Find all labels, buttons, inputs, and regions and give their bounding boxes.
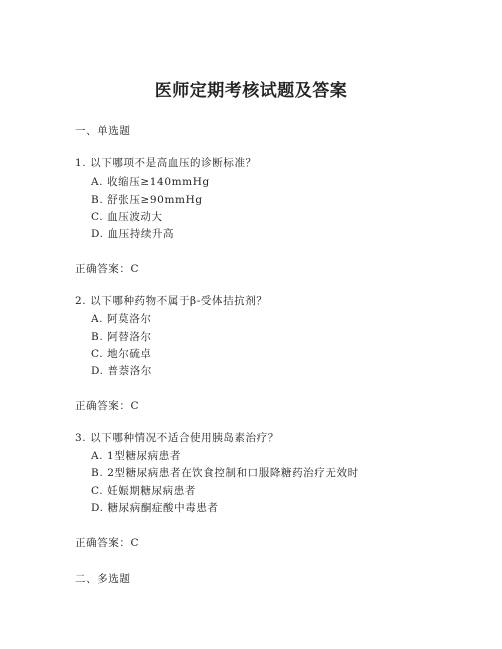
- question-1-option-c: C. 血压波动大: [91, 211, 163, 223]
- question-3-option-d: D. 糖尿病酮症酸中毒患者: [91, 502, 219, 514]
- question-2-answer: 正确答案：C: [75, 400, 140, 412]
- question-3-stem: 3. 以下哪种情况不适合使用胰岛素治疗？: [75, 432, 279, 444]
- document-title: 医师定期考核试题及答案: [154, 81, 348, 101]
- question-1-option-a: A. 收缩压≥140mmHg: [91, 176, 210, 188]
- question-3-option-c: C. 妊娠期糖尿病患者: [91, 485, 196, 497]
- section-heading-single-choice: 一、单选题: [75, 125, 131, 137]
- question-1-option-d: D. 血压持续升高: [91, 228, 175, 240]
- question-2-option-a: A. 阿莫洛尔: [91, 313, 152, 325]
- question-1-option-b: B. 舒张压≥90mmHg: [91, 194, 203, 206]
- question-3-answer: 正确答案：C: [75, 537, 140, 549]
- question-2-option-c: C. 地尔硫卓: [91, 348, 152, 360]
- question-3-option-b: B. 2型糖尿病患者在饮食控制和口服降糖药治疗无效时: [91, 467, 359, 479]
- question-2-stem: 2. 以下哪种药物不属于β-受体拮抗剂？: [75, 295, 268, 307]
- question-2-option-b: B. 阿替洛尔: [91, 331, 152, 343]
- question-3-option-a: A. 1型糖尿病患者: [91, 450, 181, 462]
- question-1-stem: 1. 以下哪项不是高血压的诊断标准？: [75, 157, 257, 169]
- section-heading-multiple-choice: 二、多选题: [75, 573, 131, 585]
- question-2-option-d: D. 普萘洛尔: [91, 365, 152, 377]
- question-1-answer: 正确答案：C: [75, 263, 140, 275]
